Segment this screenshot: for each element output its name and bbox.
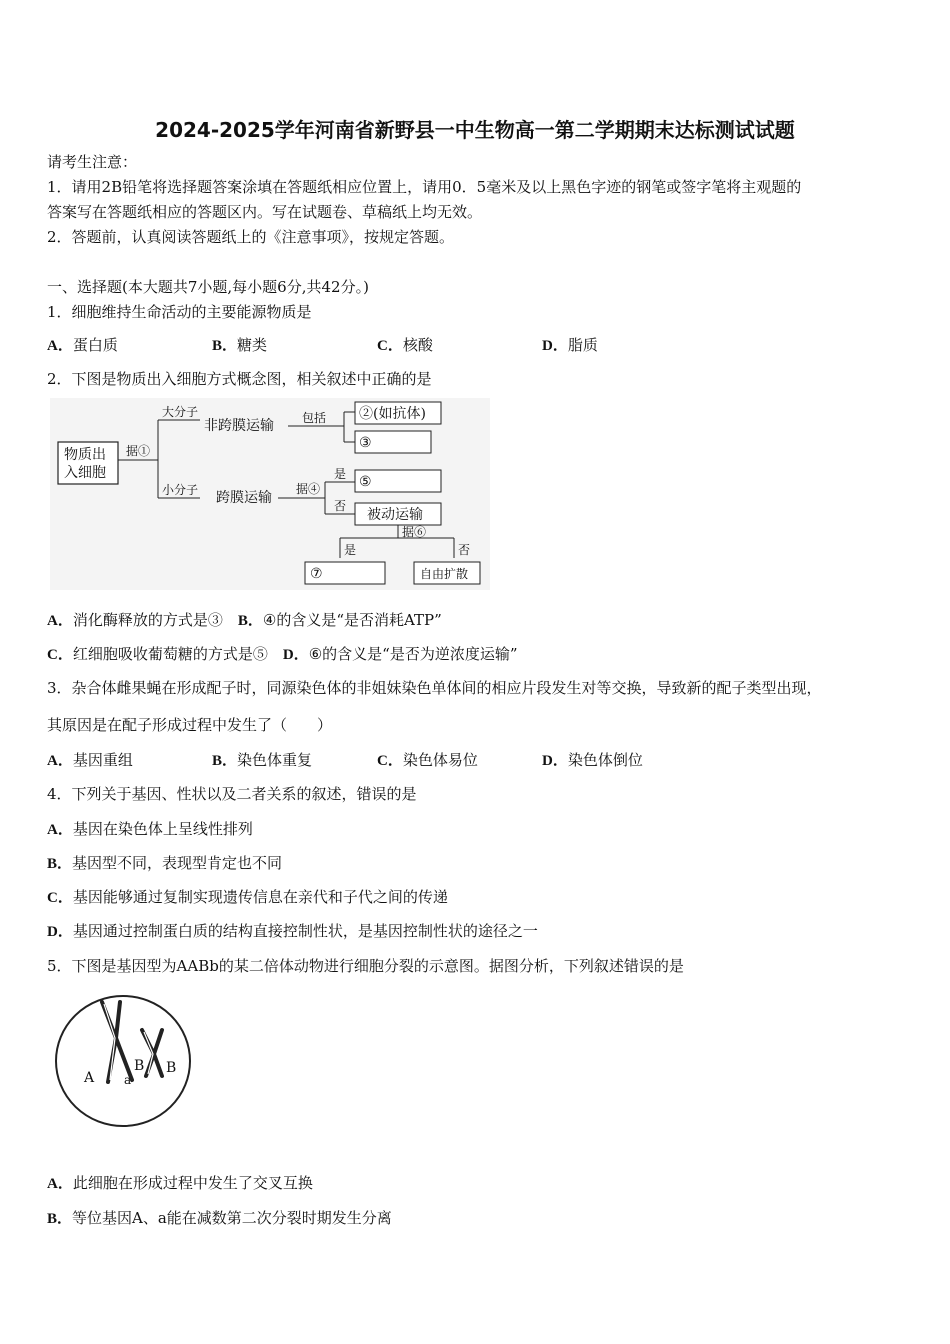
option-text: 脂质 (567, 336, 598, 354)
option-label: A． (47, 822, 73, 838)
option-label: A． (47, 753, 73, 769)
option-label: B． (212, 338, 238, 354)
q4-option-a (47, 819, 253, 840)
yes-label-2: 是 (344, 543, 357, 557)
gene-label-a: a (124, 1073, 132, 1087)
option-label: C． (47, 890, 73, 906)
option-label: B． (47, 1211, 73, 1227)
option-text: 消化酶释放的方式是③ (72, 611, 223, 629)
option-label: C． (377, 753, 403, 769)
q1-option-c (377, 335, 433, 356)
notice-line-1b: 答案写在答题纸相应的答题区内。写在试题卷、草稿纸上均无效。 (47, 203, 483, 221)
gene-label-B-right: B (166, 1060, 177, 1076)
option-text: 蛋白质 (72, 336, 118, 354)
cell-division-diagram (50, 990, 200, 1136)
gene-label-B-left: B (134, 1058, 145, 1074)
option-text: 基因通过控制蛋白质的结构直接控制性状，是基因控制性状的途径之一 (72, 922, 538, 940)
basis-6: 据⑥ (402, 525, 427, 539)
free-diffusion-text: 自由扩散 (420, 567, 469, 581)
q4-option-d (47, 921, 538, 942)
q5-option-b (47, 1208, 392, 1229)
transmembrane: 跨膜运输 (216, 490, 272, 506)
notice-line-2: 2．答题前，认真阅读答题纸上的《注意事项》，按规定答题。 (47, 228, 455, 246)
q1-option-a (47, 335, 118, 356)
box-2-text: ②(如抗体) (359, 406, 426, 422)
option-label: D． (47, 924, 73, 940)
q1-option-d (542, 335, 598, 356)
option-text: 糖类 (237, 336, 268, 354)
q4-option-c (47, 887, 448, 908)
option-text: 等位基因A、a能在减数第二次分裂时期发生分离 (72, 1209, 392, 1227)
root-line-1: 物质出 (64, 447, 106, 463)
page-title: 2024-2025学年河南省新野县一中生物高一第二学期期末达标测试试题 (155, 118, 795, 142)
option-label: C． (377, 338, 403, 354)
question-5-stem: 5．下图是基因型为AABb的某二倍体动物进行细胞分裂的示意图。据图分析，下列叙述错误的是 (47, 957, 684, 975)
question-4-stem: 4．下列关于基因、性状以及二者关系的叙述，错误的是 (47, 785, 417, 803)
q5-option-a (47, 1173, 313, 1194)
option-text: 核酸 (402, 336, 433, 354)
question-3-stem-2: 其原因是在配子形成过程中发生了（ ） (47, 716, 333, 734)
non-transmembrane: 非跨膜运输 (204, 418, 274, 434)
option-text: 基因型不同，表现型肯定也不同 (72, 854, 283, 872)
option-label: B． (212, 753, 238, 769)
no-label-2: 否 (458, 543, 471, 557)
option-text: ④的含义是“是否消耗ATP” (262, 611, 442, 629)
q3-option-a (47, 750, 133, 771)
notice-heading: 请考生注意： (47, 153, 138, 171)
option-text: 基因重组 (72, 751, 133, 769)
notice-line-1: 1．请用2B铅笔将选择题答案涂填在答题纸相应位置上，请用0．5毫米及以上黑色字迹的钢笔或签字笔将主观题的 (47, 178, 802, 196)
no-label: 否 (334, 499, 347, 513)
basis-1: 据① (126, 444, 151, 458)
box-7-text: ⑦ (310, 566, 323, 582)
include-label: 包括 (302, 411, 327, 425)
q4-option-b (47, 853, 282, 874)
option-label: A． (47, 613, 73, 629)
option-label: B． (47, 856, 73, 872)
option-label: B． (237, 613, 263, 629)
option-label: A． (47, 1176, 73, 1192)
option-text: 染色体倒位 (567, 751, 643, 769)
section-heading: 一、选择题(本大题共7小题,每小题6分,共42分。) (47, 278, 369, 296)
gene-label-A: A (84, 1070, 95, 1086)
transport-concept-diagram (50, 398, 490, 590)
q2-options-row-2 (47, 644, 518, 665)
q1-option-b (212, 335, 267, 356)
option-text: 染色体重复 (237, 751, 313, 769)
option-label: D． (542, 753, 568, 769)
basis-4: 据④ (296, 482, 321, 496)
option-text: 染色体易位 (402, 751, 478, 769)
q2-options-row-1 (47, 610, 442, 631)
option-label: A． (47, 338, 73, 354)
option-text: ⑥的含义是“是否为逆浓度运输” (308, 645, 518, 663)
question-2-stem: 2．下图是物质出入细胞方式概念图，相关叙述中正确的是 (47, 370, 432, 388)
option-text: 此细胞在形成过程中发生了交叉互换 (72, 1174, 313, 1192)
big-molecule-label: 大分子 (162, 405, 199, 419)
question-3-stem: 3．杂合体雌果蝇在形成配子时，同源染色体的非姐妹染色单体间的相应片段发生对等交换，导致新的配子类型出现， (47, 679, 822, 697)
question-1-stem: 1．细胞维持生命活动的主要能源物质是 (47, 303, 312, 321)
small-molecule-label: 小分子 (162, 483, 199, 497)
option-text: 基因能够通过复制实现遗传信息在亲代和子代之间的传递 (72, 888, 448, 906)
passive-transport-text: 被动运输 (367, 507, 423, 523)
box-3-text: ③ (359, 435, 372, 451)
option-label: D． (542, 338, 568, 354)
root-line-2: 入细胞 (64, 465, 106, 481)
option-text: 基因在染色体上呈线性排列 (72, 820, 253, 838)
yes-label: 是 (334, 467, 347, 481)
q3-option-b (212, 750, 312, 771)
q3-option-d (542, 750, 643, 771)
option-text: 红细胞吸收葡萄糖的方式是⑤ (72, 645, 268, 663)
option-label: C． (47, 647, 73, 663)
box-5-text: ⑤ (359, 474, 372, 490)
option-label: D． (282, 647, 309, 663)
q3-option-c (377, 750, 478, 771)
